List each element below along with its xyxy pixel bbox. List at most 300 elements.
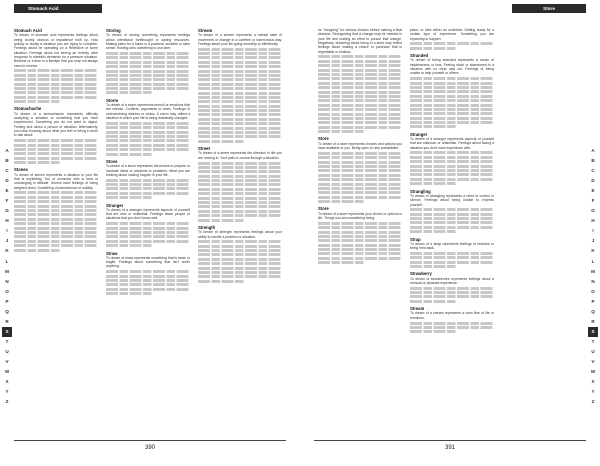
text-line-placeholder bbox=[106, 87, 190, 90]
entry-headword: Store bbox=[318, 136, 329, 142]
text-line-placeholder bbox=[14, 87, 98, 90]
text-line-placeholder bbox=[410, 287, 494, 290]
text-line-placeholder bbox=[410, 261, 494, 264]
text-line-placeholder bbox=[106, 139, 190, 142]
entry-headword: Stranger bbox=[410, 131, 428, 137]
text-line-placeholder bbox=[410, 77, 494, 80]
alphabet-tab[interactable]: F bbox=[591, 198, 595, 204]
dictionary-entry bbox=[106, 203, 190, 248]
text-line-placeholder bbox=[318, 161, 402, 164]
entry-headword: Stream bbox=[198, 28, 213, 33]
entry-text: place, or idea within an undertow. Getting ready for a certain type of experience. Something you are expecting to happen. bbox=[410, 28, 494, 41]
text-line-placeholder bbox=[106, 183, 190, 186]
dictionary-entry bbox=[410, 53, 494, 128]
text-line-placeholder bbox=[198, 280, 244, 283]
text-line-placeholder bbox=[106, 244, 152, 247]
text-line-placeholder bbox=[410, 121, 494, 124]
alphabet-tab[interactable]: A bbox=[5, 148, 9, 153]
text-line-placeholder bbox=[14, 222, 98, 225]
right-footer-rule bbox=[314, 440, 586, 441]
dictionary-entry bbox=[198, 146, 282, 221]
entry-headword: Store bbox=[318, 206, 329, 212]
text-line-placeholder bbox=[410, 112, 494, 115]
entry-text: To dream of a store represents choices and options you have available to you. Being open to new possibilities. bbox=[318, 141, 402, 151]
text-line-placeholder bbox=[318, 235, 402, 238]
text-line-placeholder bbox=[410, 252, 494, 255]
text-line-placeholder bbox=[106, 135, 190, 138]
text-line-placeholder bbox=[198, 166, 282, 169]
alphabet-tab[interactable]: P bbox=[591, 298, 595, 304]
text-line-placeholder bbox=[318, 108, 402, 111]
text-line-placeholder bbox=[14, 209, 98, 212]
text-line-placeholder bbox=[14, 227, 98, 230]
text-line-placeholder bbox=[318, 191, 402, 194]
text-line-placeholder bbox=[198, 179, 282, 182]
alphabet-tab[interactable]: V bbox=[591, 358, 595, 364]
text-line-placeholder bbox=[106, 196, 152, 199]
alphabet-tab[interactable]: I bbox=[592, 228, 594, 234]
text-line-placeholder bbox=[198, 162, 282, 165]
left-columns bbox=[14, 28, 284, 433]
text-line-placeholder bbox=[106, 240, 190, 243]
text-line-placeholder bbox=[14, 213, 98, 216]
left-column-2 bbox=[106, 28, 190, 433]
text-line-placeholder bbox=[106, 283, 190, 286]
entry-text: To dream of straw represents something that is weak or fragile. Feelings about something that isn't worth anything. bbox=[106, 255, 190, 269]
text-line-placeholder bbox=[198, 197, 282, 200]
alphabet-tab[interactable]: N bbox=[5, 278, 9, 284]
text-line-placeholder bbox=[106, 153, 152, 156]
text-line-placeholder bbox=[198, 249, 282, 252]
text-line-placeholder bbox=[198, 140, 244, 143]
entry-headword: Stream bbox=[410, 306, 425, 312]
text-line-placeholder bbox=[318, 152, 402, 155]
text-line-placeholder bbox=[198, 52, 282, 55]
alphabet-tab[interactable]: P bbox=[5, 298, 9, 304]
text-line-placeholder bbox=[318, 174, 402, 177]
alphabet-tab[interactable]: X bbox=[5, 379, 9, 385]
text-line-placeholder bbox=[318, 55, 402, 58]
alphabet-tab[interactable]: T bbox=[591, 338, 595, 344]
left-alphabet-index bbox=[2, 146, 12, 407]
text-line-placeholder bbox=[198, 113, 282, 116]
text-line-placeholder bbox=[14, 96, 98, 99]
text-line-placeholder bbox=[318, 73, 402, 76]
text-line-placeholder bbox=[410, 42, 494, 45]
text-line-placeholder bbox=[198, 96, 282, 99]
entry-headword: Storing bbox=[106, 28, 121, 33]
text-line-placeholder bbox=[318, 126, 402, 129]
text-line-placeholder bbox=[318, 169, 402, 172]
text-line-placeholder bbox=[106, 148, 190, 151]
alphabet-tab[interactable]: L bbox=[591, 258, 595, 264]
entry-text: be "shopping" for various choices before making a final decision. Recognizing that a change may be needed in your life and making an effort to pursue that change. Negatively, dreaming about being in a store may reflect feelings about making a choice or purchase that is regrettable or shallow. bbox=[318, 28, 402, 54]
text-line-placeholder bbox=[198, 100, 282, 103]
text-line-placeholder bbox=[14, 205, 98, 208]
text-line-placeholder bbox=[14, 196, 98, 199]
text-line-placeholder bbox=[14, 249, 60, 252]
text-line-placeholder bbox=[410, 117, 494, 120]
right-column-2 bbox=[410, 28, 494, 433]
dictionary-entry bbox=[106, 159, 190, 199]
text-line-placeholder bbox=[410, 108, 494, 111]
text-line-placeholder bbox=[410, 330, 456, 333]
text-line-placeholder bbox=[198, 61, 282, 64]
text-line-placeholder bbox=[410, 90, 494, 93]
text-line-placeholder bbox=[198, 188, 282, 191]
text-line-placeholder bbox=[198, 262, 282, 265]
text-line-placeholder bbox=[318, 165, 402, 168]
left-footer bbox=[0, 440, 300, 466]
alphabet-tab[interactable]: B bbox=[591, 158, 595, 164]
text-line-placeholder bbox=[410, 217, 494, 220]
alphabet-tab[interactable]: H bbox=[5, 218, 9, 224]
dictionary-entry bbox=[318, 136, 402, 203]
text-line-placeholder bbox=[198, 135, 282, 138]
dictionary-entry bbox=[410, 189, 494, 234]
text-line-placeholder bbox=[198, 275, 282, 278]
alphabet-tab[interactable]: U bbox=[5, 348, 9, 354]
dictionary-entry bbox=[198, 28, 282, 143]
text-line-placeholder bbox=[198, 258, 282, 261]
alphabet-tab[interactable]: Y bbox=[5, 389, 9, 395]
alphabet-tab[interactable]: E bbox=[591, 188, 595, 194]
entry-text: To dream of a stream represents a mental state of movement or change in a carefree or harmonious way. Feelings about your life going smoothly or effortlessly. bbox=[198, 33, 282, 46]
text-line-placeholder bbox=[106, 91, 152, 94]
text-line-placeholder bbox=[198, 92, 282, 95]
text-line-placeholder bbox=[14, 74, 98, 77]
text-line-placeholder bbox=[410, 322, 494, 325]
text-line-placeholder bbox=[410, 300, 456, 303]
text-line-placeholder bbox=[198, 271, 282, 274]
alphabet-tab[interactable]: E bbox=[5, 188, 9, 194]
left-page-number: 390 bbox=[144, 445, 155, 451]
text-line-placeholder bbox=[318, 187, 402, 190]
text-line-placeholder bbox=[106, 288, 190, 291]
text-line-placeholder bbox=[318, 64, 402, 67]
right-alphabet-index bbox=[588, 146, 598, 407]
alphabet-tab[interactable]: V bbox=[5, 358, 9, 364]
text-line-placeholder bbox=[410, 326, 494, 329]
entry-headword: Strength bbox=[198, 224, 216, 230]
text-line-placeholder bbox=[106, 275, 190, 278]
text-line-placeholder bbox=[198, 65, 282, 68]
text-line-placeholder bbox=[318, 200, 364, 203]
alphabet-tab[interactable]: Z bbox=[591, 399, 595, 405]
alphabet-tab[interactable]: M bbox=[591, 268, 595, 274]
text-line-placeholder bbox=[318, 196, 402, 199]
entry-text: To dream of a store represents your choice or options in life. Things you are considering doing. bbox=[318, 211, 402, 220]
alphabet-tab[interactable]: M bbox=[5, 268, 9, 274]
text-line-placeholder bbox=[106, 74, 190, 77]
entry-text: To dream of being stranded represents a sense of helplessness or loss. Feeling stuck or abandoned in a situation with no clear way out. Feelings of being unable to help yourself or others. bbox=[410, 58, 494, 76]
text-line-placeholder bbox=[198, 48, 282, 51]
text-line-placeholder bbox=[410, 213, 494, 216]
text-line-placeholder bbox=[14, 240, 98, 243]
entry-headword: Stomachache bbox=[14, 106, 42, 112]
text-line-placeholder bbox=[318, 91, 402, 94]
text-line-placeholder bbox=[106, 227, 190, 230]
entry-text: To dream of a stove represents the means to prepare or incubate ideas or solutions to problems. What you are thinking about making happen in your life. bbox=[106, 164, 190, 177]
entry-text: To dream of stomach acid represents feelings about being cruelly obvious or impatience built up. How quickly or slowly a situation you are trying to complete. Feelings about be operating on a Reflective of some situation. Feelings about not seeing an entirely calm response to stressful demands on a pressure situation. Bedtime or a time in a lifestyle that you may not always need to receive. bbox=[14, 33, 98, 68]
alphabet-tab[interactable]: Q bbox=[5, 308, 9, 314]
alphabet-tab[interactable]: J bbox=[5, 238, 9, 244]
text-line-placeholder bbox=[410, 82, 494, 85]
entry-headword: Stomach Acid bbox=[14, 28, 42, 33]
text-line-placeholder bbox=[106, 292, 152, 295]
text-line-placeholder bbox=[410, 178, 494, 181]
text-line-placeholder bbox=[318, 248, 402, 251]
text-line-placeholder bbox=[106, 131, 190, 134]
alphabet-tab[interactable]: U bbox=[591, 348, 595, 354]
text-line-placeholder bbox=[198, 74, 282, 77]
text-line-placeholder bbox=[198, 170, 282, 173]
entry-text: To dream of a stranger represents aspects of yourself that are unknown or unfamiliar. Feelings about facing a situation you don't have experience with. bbox=[410, 137, 494, 150]
text-line-placeholder bbox=[106, 235, 190, 238]
text-line-placeholder bbox=[410, 291, 494, 294]
dictionary-entry bbox=[410, 28, 494, 50]
text-line-placeholder bbox=[318, 261, 364, 264]
text-line-placeholder bbox=[106, 222, 190, 225]
text-line-placeholder bbox=[106, 187, 190, 190]
entry-text: To dream of a stranger represents aspects of yourself that are new or unfamiliar. Feelings about people or situations that you don't know well. bbox=[106, 207, 190, 221]
alphabet-tab[interactable]: C bbox=[5, 168, 9, 174]
text-line-placeholder bbox=[410, 230, 456, 233]
alphabet-tab[interactable]: O bbox=[5, 288, 9, 294]
text-line-placeholder bbox=[14, 91, 98, 94]
entry-headword: Stove bbox=[106, 158, 118, 164]
text-line-placeholder bbox=[318, 257, 402, 260]
text-line-placeholder bbox=[198, 219, 244, 222]
right-page bbox=[300, 0, 600, 466]
text-line-placeholder bbox=[410, 173, 494, 176]
text-line-placeholder bbox=[318, 121, 402, 124]
text-line-placeholder bbox=[14, 200, 98, 203]
text-line-placeholder bbox=[106, 78, 190, 81]
text-line-placeholder bbox=[410, 125, 456, 128]
text-line-placeholder bbox=[198, 118, 282, 121]
text-line-placeholder bbox=[198, 253, 282, 256]
alphabet-tab[interactable]: I bbox=[6, 228, 8, 234]
alphabet-tab[interactable]: A bbox=[591, 148, 595, 153]
text-line-placeholder bbox=[318, 104, 402, 107]
text-line-placeholder bbox=[410, 226, 494, 229]
text-line-placeholder bbox=[410, 95, 494, 98]
text-line-placeholder bbox=[198, 205, 282, 208]
text-line-placeholder bbox=[198, 109, 282, 112]
text-line-placeholder bbox=[106, 279, 190, 282]
text-line-placeholder bbox=[14, 235, 98, 238]
text-line-placeholder bbox=[198, 175, 282, 178]
text-line-placeholder bbox=[410, 160, 494, 163]
text-line-placeholder bbox=[410, 295, 494, 298]
dictionary-entry bbox=[410, 271, 494, 302]
entry-headword: Stranded bbox=[410, 53, 429, 59]
text-line-placeholder bbox=[410, 86, 494, 89]
alphabet-tab[interactable]: Z bbox=[5, 399, 9, 405]
alphabet-tab-active[interactable]: S bbox=[588, 327, 598, 337]
text-line-placeholder bbox=[14, 231, 98, 234]
alphabet-tab[interactable]: G bbox=[591, 208, 595, 214]
alphabet-tab[interactable]: L bbox=[5, 258, 9, 264]
right-footer bbox=[300, 440, 600, 466]
text-line-placeholder bbox=[318, 69, 402, 72]
text-line-placeholder bbox=[410, 182, 456, 185]
left-running-head: Stomach Acid bbox=[14, 4, 102, 13]
left-column-1 bbox=[14, 28, 98, 433]
alphabet-tab[interactable]: W bbox=[590, 369, 596, 375]
text-line-placeholder bbox=[198, 183, 282, 186]
text-line-placeholder bbox=[198, 201, 282, 204]
entry-text: To dream of strength represents feelings about your ability to handle a problem or situation. bbox=[198, 230, 282, 239]
text-line-placeholder bbox=[198, 245, 282, 248]
text-line-placeholder bbox=[198, 56, 282, 59]
text-line-placeholder bbox=[14, 218, 98, 221]
text-line-placeholder bbox=[318, 60, 402, 63]
left-column-3 bbox=[198, 28, 282, 433]
text-line-placeholder bbox=[198, 122, 282, 125]
alphabet-tab-active[interactable]: S bbox=[2, 327, 12, 337]
dictionary-entry bbox=[198, 225, 282, 283]
entry-text: To dream of a stomachache represents difficulty accepting a situation or something that you have experienced. Something you do not want to digest. Feeling sick about a person or situation. Alternatively, you have knowing about what you feel or being it worth to talk about. bbox=[14, 111, 98, 138]
right-running-head: Store bbox=[512, 4, 586, 13]
text-line-placeholder bbox=[410, 151, 494, 154]
text-line-placeholder bbox=[198, 240, 282, 243]
entry-headword: Strawberry bbox=[410, 271, 432, 277]
text-line-placeholder bbox=[410, 169, 494, 172]
alphabet-tab[interactable]: T bbox=[5, 338, 9, 344]
text-line-placeholder bbox=[318, 117, 402, 120]
alphabet-tab[interactable]: B bbox=[5, 158, 9, 164]
dictionary-entry bbox=[410, 306, 494, 333]
text-line-placeholder bbox=[318, 222, 402, 225]
dictionary-entry bbox=[14, 167, 98, 251]
text-line-placeholder bbox=[106, 83, 190, 86]
text-line-placeholder bbox=[318, 244, 402, 247]
entry-headword: Straw bbox=[106, 250, 118, 256]
text-line-placeholder bbox=[14, 161, 60, 164]
text-line-placeholder bbox=[198, 131, 282, 134]
text-line-placeholder bbox=[410, 47, 456, 50]
alphabet-tab[interactable]: D bbox=[5, 178, 9, 184]
text-line-placeholder bbox=[318, 231, 402, 234]
text-line-placeholder bbox=[198, 210, 282, 213]
alphabet-tab[interactable]: X bbox=[591, 379, 595, 385]
text-line-placeholder bbox=[410, 265, 456, 268]
text-line-placeholder bbox=[318, 130, 364, 133]
text-line-placeholder bbox=[106, 192, 190, 195]
text-line-placeholder bbox=[14, 144, 98, 147]
text-line-placeholder bbox=[14, 100, 60, 103]
left-footer-rule bbox=[14, 440, 286, 441]
text-line-placeholder bbox=[198, 192, 282, 195]
text-line-placeholder bbox=[318, 178, 402, 181]
alphabet-tab[interactable]: C bbox=[591, 168, 595, 174]
entry-text: To dream of strangling represents a need to control or silence. Feelings about being unable to express yourself. bbox=[410, 193, 494, 207]
right-columns bbox=[318, 28, 588, 433]
entry-text: To dream of a storm represents turmoil or emotions that are intense. Conflicts, arguments or crisis. Feelings of overwhelming distress or chaos. A storm may reflect a situation in which your life is being drastically changed. bbox=[106, 103, 190, 121]
text-line-placeholder bbox=[198, 70, 282, 73]
entry-text: To dream of storing something represents feelings about intentional forethought or saving resources. Making plans for a future in a practical, sensible or calm sense. Holding onto something to use later. bbox=[106, 33, 190, 51]
text-line-placeholder bbox=[198, 127, 282, 130]
text-line-placeholder bbox=[410, 156, 494, 159]
alphabet-tab[interactable]: K bbox=[591, 248, 595, 254]
text-line-placeholder bbox=[14, 148, 98, 151]
alphabet-tab[interactable]: J bbox=[591, 238, 595, 244]
alphabet-tab[interactable]: N bbox=[591, 278, 595, 284]
entry-text: To dream of a strap represents feelings of restraint or being held back. bbox=[410, 241, 494, 251]
alphabet-tab[interactable]: D bbox=[591, 178, 595, 184]
text-line-placeholder bbox=[14, 83, 98, 86]
entry-headword: Stranger bbox=[106, 202, 124, 208]
entry-headword: Strangling bbox=[410, 188, 431, 194]
entry-text: To dream of strawberries represents feelings about a sensual or pleasant experience. bbox=[410, 276, 494, 285]
text-line-placeholder bbox=[14, 244, 98, 247]
dictionary-entry bbox=[106, 251, 190, 296]
text-line-placeholder bbox=[198, 105, 282, 108]
text-line-placeholder bbox=[106, 144, 190, 147]
text-line-placeholder bbox=[198, 267, 282, 270]
alphabet-tab[interactable]: Q bbox=[591, 308, 595, 314]
text-line-placeholder bbox=[14, 157, 98, 160]
alphabet-tab[interactable]: O bbox=[591, 288, 595, 294]
text-line-placeholder bbox=[14, 191, 98, 194]
text-line-placeholder bbox=[198, 83, 282, 86]
text-line-placeholder bbox=[106, 70, 190, 73]
alphabet-tab[interactable]: R bbox=[591, 318, 595, 324]
alphabet-tab[interactable]: G bbox=[5, 208, 9, 214]
text-line-placeholder bbox=[14, 78, 98, 81]
alphabet-tab[interactable]: R bbox=[5, 318, 9, 324]
entry-text: To dream of a street represents the direction in life you are moving in. Your path or course through a situation. bbox=[198, 151, 282, 160]
text-line-placeholder bbox=[14, 69, 98, 72]
text-line-placeholder bbox=[410, 256, 494, 259]
dictionary-entry bbox=[410, 237, 494, 268]
entry-text: To dream of a stream represents a calm flow of life or emotions. bbox=[410, 311, 494, 320]
text-line-placeholder bbox=[318, 252, 402, 255]
alphabet-tab[interactable]: Y bbox=[591, 389, 595, 395]
text-line-placeholder bbox=[318, 183, 402, 186]
text-line-placeholder bbox=[106, 231, 190, 234]
entry-headword: Storm bbox=[106, 97, 119, 103]
entry-text: To dream of stones represents a situation in your life that is unyielding. You or someone who is hard or unchanging in attitude. Stones have feelings of being weighed down. Something of permanence or solidity. bbox=[14, 172, 98, 190]
dictionary-entry bbox=[14, 28, 98, 103]
entry-headword: Street bbox=[198, 146, 210, 152]
text-line-placeholder bbox=[318, 99, 402, 102]
right-page-number: 391 bbox=[444, 445, 455, 451]
dictionary-entry bbox=[318, 206, 402, 264]
alphabet-tab[interactable]: F bbox=[5, 198, 9, 204]
text-line-placeholder bbox=[318, 77, 402, 80]
text-line-placeholder bbox=[106, 52, 190, 55]
text-line-placeholder bbox=[106, 122, 190, 125]
right-column-1 bbox=[318, 28, 402, 433]
text-line-placeholder bbox=[410, 221, 494, 224]
text-line-placeholder bbox=[106, 61, 190, 64]
dictionary-entry bbox=[14, 106, 98, 164]
text-line-placeholder bbox=[318, 95, 402, 98]
alphabet-tab[interactable]: H bbox=[591, 218, 595, 224]
text-line-placeholder bbox=[410, 99, 494, 102]
text-line-placeholder bbox=[14, 152, 98, 155]
dictionary-entry bbox=[410, 132, 494, 185]
text-line-placeholder bbox=[106, 270, 190, 273]
text-line-placeholder bbox=[198, 78, 282, 81]
text-line-placeholder bbox=[318, 86, 402, 89]
alphabet-tab[interactable]: K bbox=[5, 248, 9, 254]
text-line-placeholder bbox=[318, 156, 402, 159]
alphabet-tab[interactable]: W bbox=[4, 369, 10, 375]
